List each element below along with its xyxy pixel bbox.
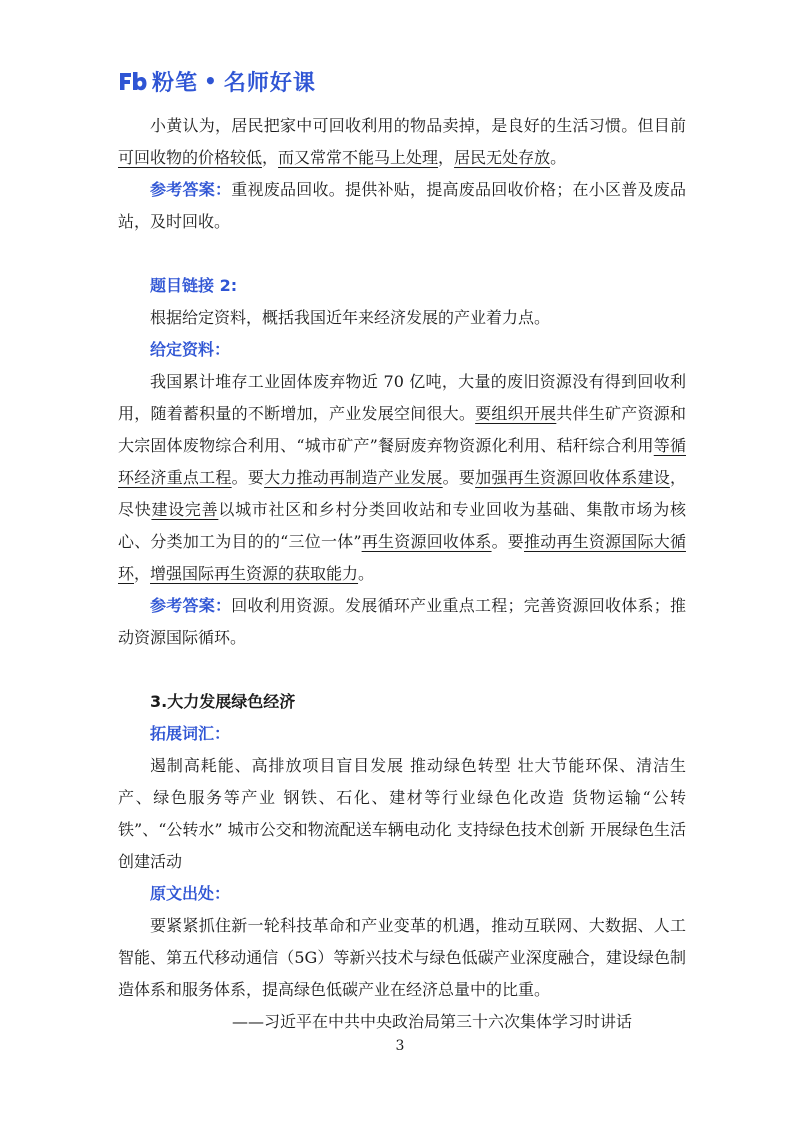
logo-text: 粉笔 xyxy=(152,70,199,96)
source-heading: 原文出处： xyxy=(150,884,231,903)
document-body xyxy=(118,110,686,1038)
material-paragraph: 我国累计堆存工业固体废弃物近 70 亿吨，大量的废旧资源没有得到回收利用，随着蓄积量的不断增加，产业发展空间很大。要组织开展共伴生矿产资源和大宗固体废物综合利用、“城市矿产”餐厨废弃物资源化利用、秸秆综合利用等循环经济重点工程。要大力推动再制造产业发展。要加强再生资源回收体系建设，尽快建设完善以城市社区和乡村分类回收站和专业回收为基础、集散市场为核心、分类加工为目的的“三位一体”再生资源回收体系。要推动再生资源国际大循环，增强国际再生资源的获取能力。 xyxy=(118,372,686,583)
answer-paragraph-1: 参考答案：重视废品回收。提供补贴，提高废品回收价格；在小区普及废品站，及时回收。 xyxy=(118,180,686,231)
material-heading: 给定资料： xyxy=(150,340,231,359)
section-title: 3.大力发展绿色经济 xyxy=(150,692,296,711)
answer-paragraph-2: 参考答案：回收利用资源。发展循环产业重点工程；完善资源回收体系；推动资源国际循环。 xyxy=(118,596,686,647)
page-number: 3 xyxy=(395,1038,405,1054)
logo-slogan: 名师好课 xyxy=(223,70,316,96)
source-text: 要紧紧抓住新一轮科技革命和产业变革的机遇，推动互联网、大数据、人工智能、第五代移动通信（5G）等新兴技术与绿色低碳产业深度融合，建设绿色制造体系和服务体系，提高绿色低碳产业在经济总量中的比重。 xyxy=(118,916,686,999)
answer-label-2: 参考答案： xyxy=(150,596,232,615)
logo-separator: • xyxy=(204,69,218,93)
question-text: 根据给定资料，概括我国近年来经济发展的产业着力点。 xyxy=(150,308,551,327)
quote-signature: ——习近平在中共中央政治局第三十六次集体学习时讲话 xyxy=(231,1012,632,1031)
paragraph-intro: 小黄认为，居民把家中可回收利用的物品卖掉，是良好的生活习惯。但目前可回收物的价格较低，而又常常不能马上处理，居民无处存放。 xyxy=(118,116,686,167)
brand-logo xyxy=(118,64,316,98)
vocab-text: 遏制高耗能、高排放项目盲目发展 推动绿色转型 壮大节能环保、清洁生产、绿色服务等产业 钢铁、石化、建材等行业绿色化改造 货物运输“公转铁”、“公转水” 城市公交和物流配送车辆电动化 支持绿色技术创新 开展绿色生活创建活动 xyxy=(118,756,686,871)
vocab-heading: 拓展词汇： xyxy=(150,724,231,743)
fenbi-logo-icon xyxy=(118,70,148,92)
answer-label: 参考答案： xyxy=(150,180,232,199)
question-link-heading: 题目链接 2: xyxy=(150,276,238,295)
